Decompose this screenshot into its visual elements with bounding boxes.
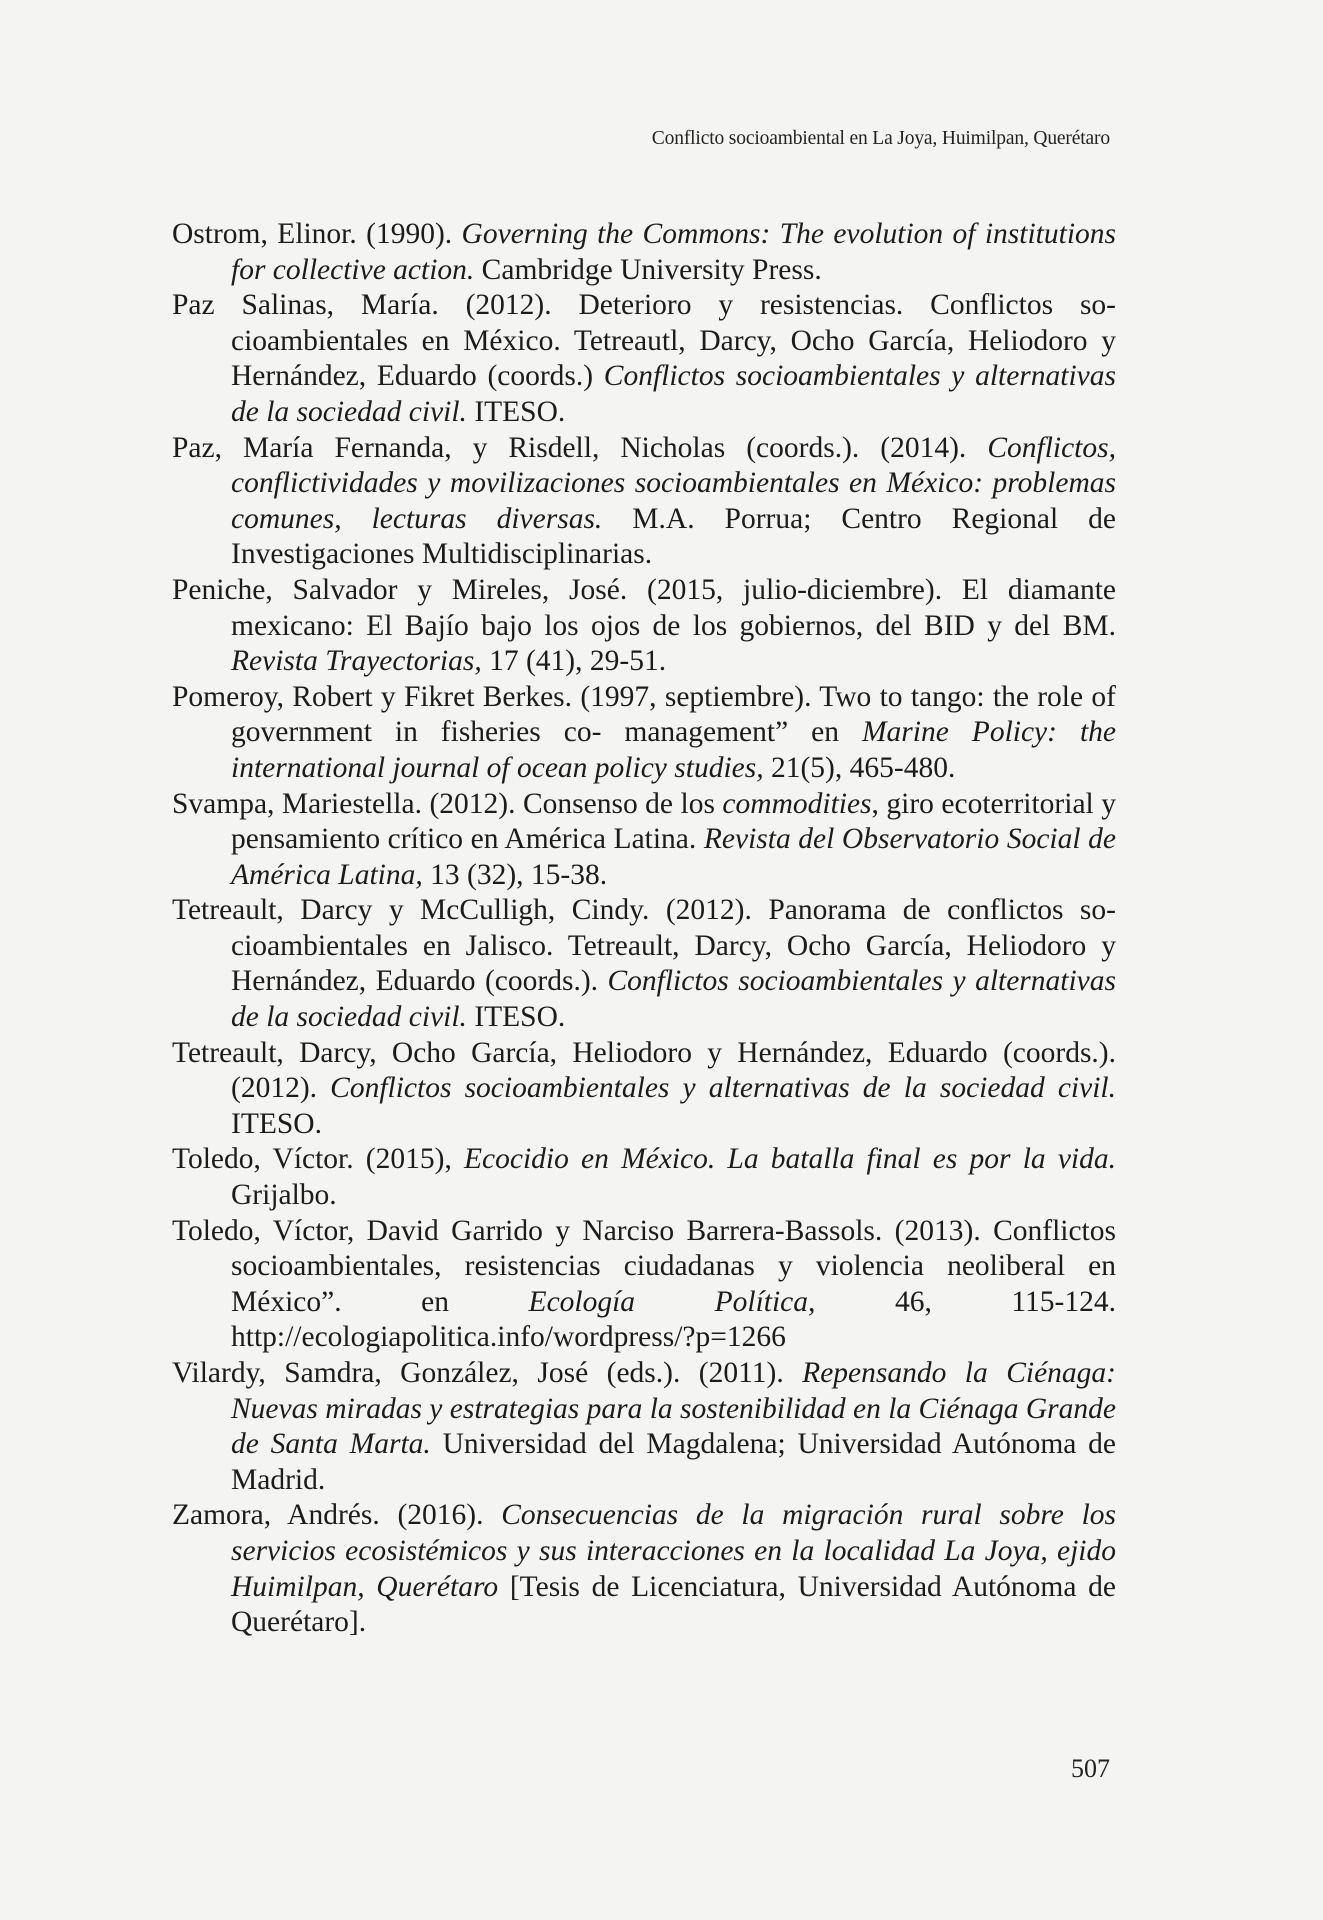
reference-text: Toledo, Víctor, David Garrido y Narciso Barrera-Bassols. (2013). Conflictos socioambientales, resistencias ciudadanas y violencia neoliberal en México”. en — [172, 1214, 1116, 1318]
reference-title: Revista Trayectorias, — [231, 645, 482, 678]
reference-publisher: ITESO. — [231, 1107, 322, 1140]
reference-title: Conflictos, conflictividades y movilizaciones socioambientales en México: problemas comunes, lecturas diversas. — [231, 431, 1116, 535]
reference-entry — [172, 288, 1116, 430]
reference-term: commodities — [722, 787, 872, 820]
reference-publisher: ITESO. — [466, 395, 566, 428]
reference-title: Consecuencias de la migración rural sobre los servicios ecosistémicos y sus interacciones en la localidad La Joya, ejido Huimilpan, Querétaro — [231, 1499, 1117, 1603]
reference-text: Tetreault, Darcy, Ocho García, Heliodoro y Hernández, Eduardo (coords.). (2012). — [172, 1036, 1116, 1105]
reference-list — [172, 217, 1116, 1641]
reference-text: Ostrom, Elinor. (1990). — [172, 218, 462, 250]
reference-entry — [172, 1142, 1116, 1213]
reference-text: Vilardy, Samdra, González, José (eds.). (2011). — [172, 1357, 803, 1389]
reference-entry — [172, 893, 1116, 1035]
reference-title: Conflictos socioambientales y alternativas de la sociedad civil. — [231, 360, 1116, 428]
reference-publisher: 46, 115-124. http://ecologiapolitica.info/wordpress/?p=1266 — [231, 1285, 1116, 1354]
reference-entry — [172, 680, 1116, 787]
reference-title: Ecocidio en México. La batalla final es por la vida. — [464, 1143, 1116, 1176]
reference-title: Conflictos socioambientales y alternativas de la sociedad civil. — [330, 1072, 1116, 1105]
reference-publisher: Cambridge University Press. — [474, 253, 822, 286]
reference-text: Toledo, Víctor. (2015), — [172, 1143, 465, 1176]
running-header: Conflicto socioambiental en La Joya, Huimilpan, Querétaro — [651, 128, 1110, 149]
reference-title: Governing the Commons: The evolution of institutions for collective action. — [231, 218, 1117, 286]
reference-text: Tetreault, Darcy y McCulligh, Cindy. (2012). Panorama de conflictos socioambientales en Jalisco. Tetreault, Darcy, Ocho García, Heliodoro y Hernández, Eduardo (coords.). — [172, 894, 1116, 998]
reference-publisher: M.A. Porrua; Centro Regional de Investigaciones Multidisciplinarias. — [231, 502, 1116, 571]
reference-publisher: Grijalbo. — [231, 1179, 337, 1212]
reference-publisher: ITESO. — [466, 1001, 566, 1034]
reference-entry — [172, 1498, 1116, 1640]
reference-publisher: [Tesis de Licenciatura, Universidad Autónoma de Querétaro]. — [231, 1570, 1116, 1639]
reference-entry — [172, 1214, 1116, 1356]
reference-publisher: Universidad del Magdalena; Universidad Autónoma de Madrid. — [231, 1428, 1117, 1496]
reference-text: Paz Salinas, María. (2012). Deterioro y resistencias. Conflictos socioambientales en México. Tetreautl, Darcy, Ocho García, Heliodoro y Hernández, Eduardo (coords.) — [172, 289, 1116, 393]
reference-title: Conflictos socioambientales y alternativas de la sociedad civil. — [231, 965, 1116, 1034]
reference-text: Pomeroy, Robert y Fikret Berkes. (1997, septiembre). Two to tango: the role of government in fisheries co- management” en — [172, 680, 1116, 749]
reference-title: Ecología Política, — [528, 1285, 816, 1318]
reference-entry — [172, 573, 1116, 680]
page-number: 507 — [1071, 1754, 1110, 1783]
reference-entry — [172, 787, 1116, 894]
reference-entry — [172, 431, 1116, 573]
reference-text: Zamora, Andrés. (2016). — [172, 1499, 502, 1532]
reference-title: Revista del Observatorio Social de América Latina, — [231, 823, 1116, 891]
reference-title: Marine Policy: the international journal of ocean policy studies, — [231, 716, 1116, 784]
reference-entry — [172, 1356, 1116, 1498]
reference-entry — [172, 217, 1116, 288]
reference-publisher: 21(5), 465-480. — [763, 751, 956, 784]
reference-publisher: 17 (41), 29-51. — [481, 645, 667, 678]
reference-title: Repensando la Ciénaga: Nuevas miradas y estrategias para la sostenibilidad en la Ciénaga Grande de Santa Marta. — [231, 1357, 1116, 1461]
reference-text: Svampa, Mariestella. (2012). Consenso de los — [172, 787, 723, 820]
reference-entry — [172, 1036, 1116, 1143]
reference-text: Paz, María Fernanda, y Risdell, Nicholas (coords.). (2014). — [172, 431, 988, 464]
reference-text: , giro ecoterritorial y pensamiento crítico en América Latina. — [231, 787, 1116, 856]
reference-text: Peniche, Salvador y Mireles, José. (2015, julio-diciembre). El diamante mexicano: El Bajío bajo los ojos de los gobiernos, del BID y del BM. — [172, 573, 1116, 642]
reference-publisher: 13 (32), 15-38. — [422, 858, 608, 891]
